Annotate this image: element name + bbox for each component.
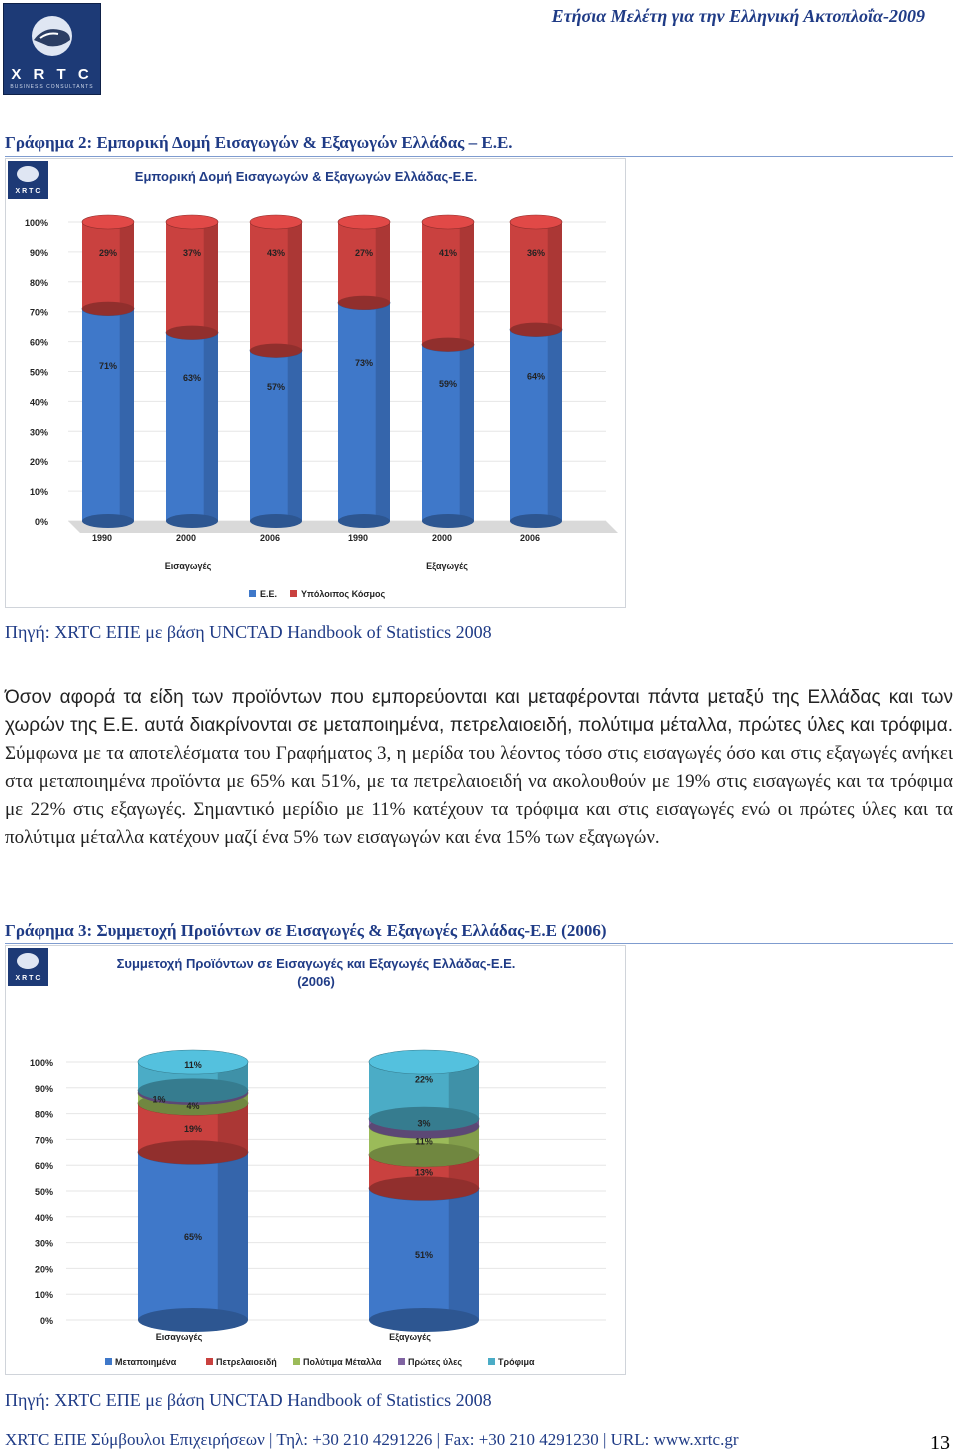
chart2-ytick-label: 40% [34,1212,53,1223]
chart1-logo-icon-emblem [17,166,39,182]
chart2-xtick-label: Εξαγωγές [389,1332,431,1342]
chart1-bar-ee-bottom-rim [82,514,134,528]
logo-emblem-icon [4,4,100,64]
chart1-bar-ee-bottom-rim [510,514,562,528]
chart1-bar-ee-bottom-rim [250,514,302,528]
chart1-xtick-label: 1990 [347,533,369,543]
chart1-data-label-rest: 41% [438,248,458,258]
chart2-legend-swatch [206,1358,213,1365]
chart2-data-label: 65% [183,1232,203,1243]
chart1-bar-ee-shade [204,333,218,521]
chart1-data-label-ee: 73% [354,357,374,368]
chart2-title: Συμμετοχή Προϊόντων σε Εισαγωγές και Εξαγωγές Ελλάδας-Ε.Ε. [116,956,516,971]
chart2-ytick-label: 80% [34,1109,53,1120]
chart1-bar-rest-bottom-rim [166,326,218,340]
chart2-legend-label: Πολύτιμα Μέταλλα [303,1357,382,1367]
chart2-legend-label: Τρόφιμα [498,1357,535,1367]
chart2-data-label: 51% [414,1250,434,1261]
chart1-ytick-label: 90% [29,247,48,258]
chart2-data-label: 19% [183,1123,203,1134]
chart2-xtick-label: Εισαγωγές [155,1332,203,1342]
chart2-legend-label: Πρώτες ύλες [408,1357,463,1367]
chart1-xtick-label: 2000 [431,533,453,543]
figure2-caption-rule [5,943,953,944]
chart1-xtick-label: 1990 [91,533,113,543]
chart1-data-label-ee: 63% [182,372,202,383]
figure2-chart-svg [6,946,625,1374]
chart2-background [6,946,625,1374]
chart1-legend-swatch [290,590,297,597]
logo-text: X R T C [11,66,93,83]
figure2-caption: Γράφημα 3: Συμμετοχή Προϊόντων σε Εισαγωγές & Εξαγωγές Ελλάδας-Ε.Ε (2006) [5,921,607,940]
chart1-bar-rest-bottom-rim [510,323,562,337]
chart1-bar-rest-shade [120,222,134,309]
chart2-segment-bottom-rim [138,1140,248,1164]
logo-subtext: BUSINESS CONSULTANTS [10,84,94,90]
chart1-data-label-ee: 64% [526,371,546,382]
chart1-bar-rest-bottom-rim [250,344,302,358]
chart2-ytick-label: 90% [34,1083,53,1094]
chart1-bar-rest-top-cap [338,215,390,229]
chart1-xtick-label: 2006 [259,533,281,543]
chart2-data-label: 13% [414,1167,434,1178]
chart2-legend-swatch [105,1358,112,1365]
chart2-segment-shade [218,1152,248,1320]
chart2-legend-label: Μεταποιημένα [115,1357,177,1367]
chart2-ytick-label: 20% [34,1264,53,1275]
document-header-title: Ετήσια Μελέτη για την Ελληνική Ακτοπλοΐα-2009 [551,6,925,26]
chart1-ytick-label: 20% [29,457,48,468]
chart1-ytick-label: 30% [29,427,48,438]
chart1-data-label-ee: 59% [438,378,458,389]
chart1-ytick-label: 50% [29,367,48,378]
figure1-chart [5,158,626,608]
chart1-bar-ee-bottom-rim [166,514,218,528]
chart1-bar-ee-shade [548,330,562,521]
chart1-title: Εμπορική Δομή Εισαγωγών & Εξαγωγών Ελλάδας-Ε.Ε. [134,169,478,184]
chart2-legend-swatch [398,1358,405,1365]
chart2-ytick-label: 30% [34,1238,53,1249]
chart2-data-label: 11% [415,1136,433,1147]
chart2-legend-swatch [293,1358,300,1365]
chart2-logo-icon-emblem [17,953,39,969]
chart1-data-label-rest: 43% [266,248,286,258]
chart2-ytick-label: 100% [29,1058,53,1068]
xrtc-logo [3,3,101,95]
chart2-data-label: 3% [417,1118,431,1129]
chart1-bar-rest-bottom-rim [338,296,390,310]
chart1-bar-rest-bottom-rim [422,338,474,352]
body-paragraph-part2: Σύμφωνα με τα αποτελέσματα του Γραφήματος 3, η μερίδα του λέοντος τόσο στις εισαγωγές όσο και στις εξαγωγές ανήκει στα μεταποιημένα προϊόντα με 65% και 51%, με τα πετρελαιοειδή να ακολουθούν με 19% στις εισαγωγές και τα τρόφιμα με 22% στις εξαγωγές. Σημαντικό μερίδιο με 11% κατέχουν τα τρόφιμα και στις εισαγωγές ενώ οι πρώτες ύλες και τα πολύτιμα μέταλλα κατέχουν μαζί ένα 5% των εισαγωγών και ένα 15% των εξαγωγών. [5,743,953,848]
chart1-data-label-rest: 36% [526,248,546,258]
chart1-bar-rest-shade [376,222,390,303]
chart1-group-label: Εξαγωγές [426,561,468,571]
chart1-ytick-label: 60% [29,337,48,348]
chart2-ytick-label: 0% [39,1316,53,1326]
chart1-bar-rest-shade [460,222,474,345]
chart1-bar-rest-shade [548,222,562,330]
figure1-caption: Γράφημα 2: Εμπορική Δομή Εισαγωγών & Εξαγωγών Ελλάδας – Ε.Ε. [5,133,513,152]
chart2-legend-label: Πετρελαιοειδή [216,1357,277,1367]
chart1-bar-rest-bottom-rim [82,302,134,316]
chart2-ytick-label: 10% [34,1290,53,1301]
chart1-bar-rest-top-cap [422,215,474,229]
chart1-bar-ee-shade [120,309,134,521]
chart2-segment-bottom-rim [369,1308,479,1332]
footer-contact: XRTC ΕΠΕ Σύμβουλοι Επιχειρήσεων | Τηλ: +30 210 4291226 | Fax: +30 210 4291230 | URL: www.xrtc.gr [5,1430,739,1449]
chart1-legend-swatch [249,590,256,597]
chart2-segment-shade [449,1188,479,1320]
chart1-bar-rest-top-cap [250,215,302,229]
chart2-legend-swatch [488,1358,495,1365]
chart2-segment-bottom-rim [138,1308,248,1332]
chart2-data-label: 4% [186,1100,200,1111]
chart2-segment-top-cap [369,1050,479,1074]
chart2-ytick-label: 60% [34,1161,53,1172]
chart1-data-label-ee: 71% [98,360,118,371]
chart2-data-label: 1% [152,1094,166,1105]
chart1-legend-label: Υπόλοιπος Κόσμος [301,589,386,599]
chart1-legend-label: Ε.Ε. [260,589,278,599]
chart1-data-label-ee: 57% [266,381,286,392]
chart1-bar-rest-shade [204,222,218,333]
chart1-xtick-label: 2006 [519,533,541,543]
chart1-ytick-label: 0% [34,517,48,527]
body-paragraph [5,684,953,852]
chart1-ytick-label: 70% [29,307,48,318]
chart2-ytick-label: 70% [34,1135,53,1146]
chart1-ytick-label: 80% [29,277,48,288]
chart1-bar-rest-top-cap [82,215,134,229]
chart1-data-label-rest: 29% [98,248,118,258]
chart1-ytick-label: 40% [29,397,48,408]
chart1-logo-icon-text: X R T C [15,188,41,195]
chart1-bar-rest-shade [288,222,302,351]
figure1-source: Πηγή: XRTC ΕΠΕ με βάση UNCTAD Handbook of Statistics 2008 [5,622,492,642]
chart1-bar-rest-top-cap [510,215,562,229]
chart1-ytick-label: 10% [29,487,48,498]
chart1-bar-ee-bottom-rim [422,514,474,528]
chart2-subtitle: (2006) [297,974,335,989]
chart1-bar-ee-shade [376,303,390,521]
chart1-xtick-label: 2000 [175,533,197,543]
chart1-group-label: Εισαγωγές [164,561,212,571]
page-number: 13 [930,1432,950,1454]
chart1-data-label-rest: 27% [354,248,374,258]
body-paragraph-part1: Όσον αφορά τα είδη των προϊόντων που εμπορεύονται και μεταφέρονται πάντα μεταξύ της Ελλάδας και των χωρών της Ε.Ε. αυτά διακρίνονται σε μεταποιημένα, πετρελαιοειδή, πολύτιμα μέταλλα, πρώτες ύλες και τρόφιμα. [5,687,953,736]
figure2-source: Πηγή: XRTC ΕΠΕ με βάση UNCTAD Handbook of Statistics 2008 [5,1390,492,1410]
chart2-ytick-label: 50% [34,1187,53,1197]
chart2-data-label: 22% [414,1074,434,1085]
chart1-bar-rest-top-cap [166,215,218,229]
figure1-caption-rule [5,156,953,157]
chart1-data-label-rest: 37% [182,248,202,258]
chart1-ytick-label: 100% [24,218,48,228]
figure2-chart [5,945,626,1375]
chart2-logo-icon-text: X R T C [15,975,41,982]
chart1-bar-ee-shade [460,345,474,521]
chart2-segment-bottom-rim [369,1176,479,1200]
chart2-data-label: 11% [184,1060,202,1071]
chart1-bar-ee-bottom-rim [338,514,390,528]
figure1-chart-svg [6,159,625,607]
chart1-bar-ee-shade [288,351,302,521]
